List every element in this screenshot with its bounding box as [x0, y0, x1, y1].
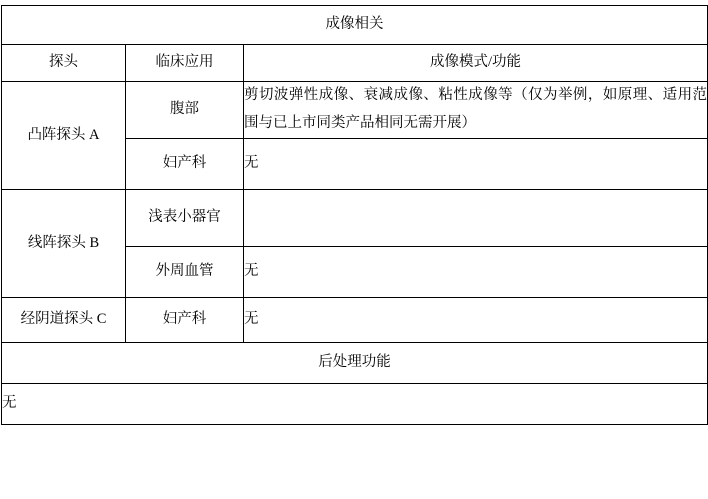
imaging-modes-c-1: 无 [244, 298, 708, 343]
table-header-row [2, 45, 708, 82]
probe-name-b: 线阵探头 B [2, 190, 126, 298]
document-page [0, 5, 708, 499]
application-b-2: 外周血管 [126, 247, 244, 298]
table-row [2, 6, 708, 45]
column-header-imaging-mode: 成像模式/功能 [244, 45, 708, 82]
column-header-clinical-application: 临床应用 [126, 45, 244, 82]
probe-name-c: 经阴道探头 C [2, 298, 126, 343]
application-c-1: 妇产科 [126, 298, 244, 343]
application-a-2: 妇产科 [126, 139, 244, 190]
table-row [2, 82, 708, 139]
probe-name-a: 凸阵探头 A [2, 82, 126, 190]
column-header-probe: 探头 [2, 45, 126, 82]
application-b-1: 浅表小器官 [126, 190, 244, 247]
section-title-postprocessing: 后处理功能 [2, 343, 708, 384]
imaging-capability-table [1, 5, 708, 425]
table-row [2, 298, 708, 343]
imaging-modes-b-2: 无 [244, 247, 708, 298]
table-row [2, 384, 708, 425]
imaging-modes-b-1 [244, 190, 708, 247]
table-row [2, 343, 708, 384]
section-title-imaging: 成像相关 [2, 6, 708, 45]
imaging-modes-a-2: 无 [244, 139, 708, 190]
postprocessing-content: 无 [2, 384, 708, 425]
table-row [2, 190, 708, 247]
imaging-modes-a-1: 剪切波弹性成像、衰减成像、粘性成像等（仅为举例，如原理、适用范围与已上市同类产品相同无需开展） [244, 82, 708, 139]
application-a-1: 腹部 [126, 82, 244, 139]
